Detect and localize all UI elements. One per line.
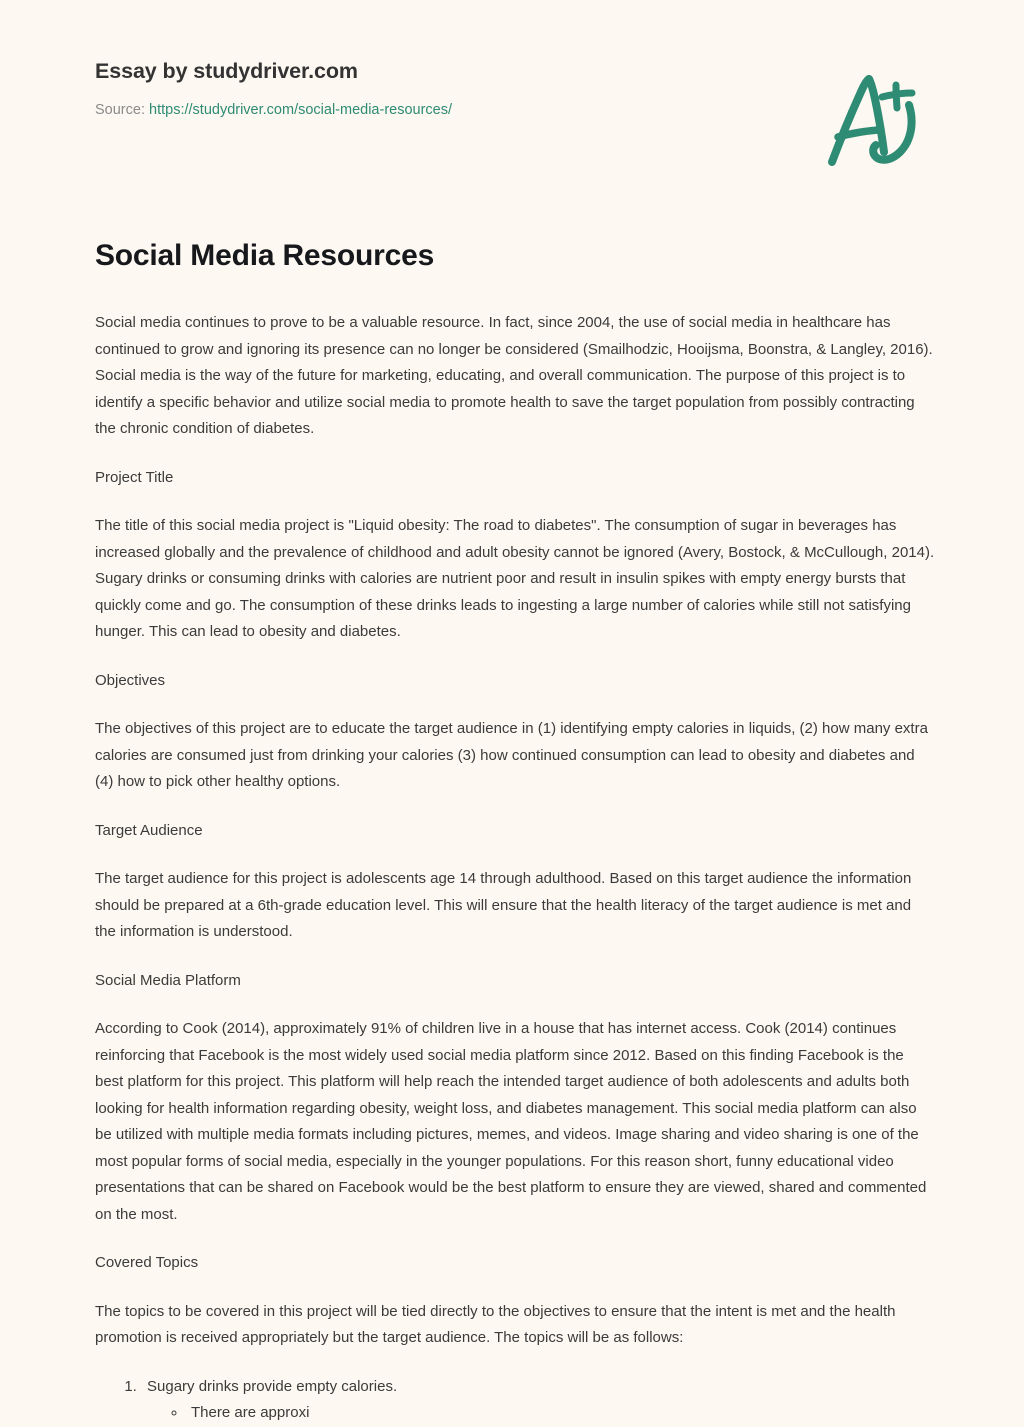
topic-text: Sugary drinks provide empty calories.: [147, 1377, 398, 1395]
page-title: Social Media Resources: [95, 239, 435, 272]
section-heading-covered-topics: Covered Topics: [95, 1254, 199, 1271]
section-heading-social-media-platform: Social Media Platform: [95, 971, 241, 989]
section-paragraph-social-media-platform: According to Cook (2014), approximately 91% of children live in a house that has internet access. Cook (2014) continues reinforcing that Facebook is the most widely used social media platform since 2012. Based on this finding Facebook is the best platform for this project. This platform will help reach the intended target audience of both adolescents and adults both looking for health information regarding obesity, weight loss, and diabetes management. This social media platform can also be utilized with multiple media formats including pictures, memes, and videos. Image sharing and video sharing is one of the most popular forms of social media, especially in the younger populations. For this reason short, funny educational video presentations that can be shared on Facebook would be the best platform to ensure they are viewed, shared and commented on the most.: [95, 1020, 927, 1223]
section-heading-project-title: Project Title: [95, 468, 174, 486]
source-line: [95, 101, 929, 120]
document-body: [95, 310, 935, 1427]
list-item: ◦ There are approxi: [187, 1400, 935, 1427]
source-label: Source:: [95, 101, 145, 118]
section-heading-objectives: Objectives: [95, 671, 166, 689]
essay-byline: Essay by studydriver.com: [95, 59, 358, 83]
section-paragraph-project-title: The title of this social media project is "Liquid obesity: The road to diabetes". The consumption of sugar in beverages has increased globally and the prevalence of childhood and adult obesity cannot be ignored (Avery, Bostock, & McCullough, 2014). Sugary drinks or consuming drinks with calories are nutrient poor and result in insulin spikes with empty energy bursts that quickly come and go. The consumption of these drinks leads to ingesting a large number of calories while still not satisfying hunger. This can lead to obesity and diabetes.: [95, 517, 935, 640]
a-plus-logo-icon: [820, 68, 924, 172]
section-paragraph-target-audience: The target audience for this project is adolescents age 14 through adulthood. Based on this target audience the information should be prepared at a 6th-grade education level. This will ensure that the health literacy of the target audience is met and the information is understood.: [95, 870, 912, 940]
covered-subtopics-list: [147, 1400, 935, 1427]
section-paragraph-objectives: The objectives of this project are to educate the target audience in (1) identifying empty calories in liquids, (2) how many extra calories are consumed just from drinking your calories (3) how continued consumption can lead to obesity and diabetes and (4) how to pick other healthy options.: [95, 720, 928, 790]
covered-topics-list: [95, 1374, 935, 1427]
section-heading-target-audience: Target Audience: [95, 821, 203, 839]
list-item: [141, 1374, 935, 1427]
source-url-link[interactable]: https://studydriver.com/social-media-resources/: [149, 101, 453, 118]
section-paragraph-covered-topics: The topics to be covered in this project will be tied directly to the objectives to ensure that the intent is met and the health promotion is received appropriately but the target audience. The topics will be as follows:: [95, 1302, 896, 1346]
intro-paragraph: Social media continues to prove to be a valuable resource. In fact, since 2004, the use of social media in healthcare has continued to grow and ignoring its presence can no longer be considered (Smailhodzic, Hooijsma, Boonstra, & Langley, 2016). Social media is the way of the future for marketing, educating, and overall communication. The purpose of this project is to identify a specific behavior and utilize social media to promote health to save the target population from possibly contracting the chronic condition of diabetes.: [95, 314, 933, 437]
